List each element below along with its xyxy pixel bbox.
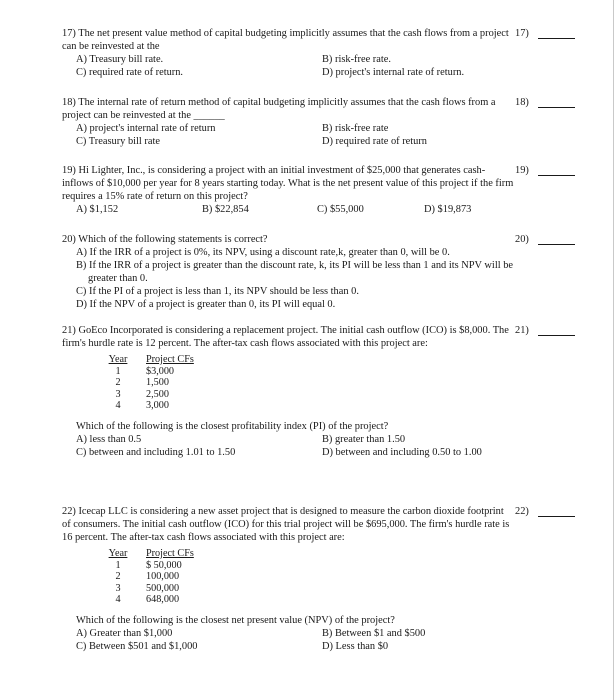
answer-number-22: 22) (515, 506, 529, 517)
year-cell: 2 (115, 571, 121, 583)
question-22-option-a[interactable]: A) Greater than $1,000 (76, 627, 173, 639)
question-17-option-c[interactable]: C) required rate of return. (76, 67, 184, 78)
table-header-row (92, 548, 194, 560)
question-19-option-c[interactable]: C) $55,000 (317, 204, 364, 215)
question-20-option-a[interactable]: A) If the IRR of a project is 0%, its NPV, using a discount rate,k, greater than 0, will be 0. (76, 247, 450, 258)
question-17-options-row-1 (62, 53, 514, 66)
answer-blank-22[interactable] (515, 505, 575, 518)
table-row (92, 583, 194, 595)
table-row (92, 366, 194, 378)
year-cell: 3 (115, 582, 121, 594)
table-row (92, 560, 194, 572)
answer-line-18[interactable] (538, 107, 575, 108)
question-22-option-b[interactable]: B) Between $1 and $500 (322, 627, 426, 639)
question-22-options-row-2 (62, 640, 514, 653)
answer-blank-18[interactable] (515, 96, 575, 109)
question-22-prompt: Which of the following is the closest net present value (NPV) of the project? (76, 614, 395, 626)
table-row (92, 571, 194, 583)
question-22 (62, 505, 514, 653)
question-22-option-d[interactable]: D) Less than $0 (322, 640, 389, 652)
question-20-text: 20) Which of the following statements is correct? (62, 234, 268, 245)
year-cell: 3 (115, 388, 121, 400)
question-20-option-d[interactable]: D) If the NPV of a project is greater than 0, its PI will equal 0. (76, 299, 336, 310)
answer-number-20: 20) (515, 234, 529, 245)
question-21-text: 21) GoEco Incorporated is considering a replacement project. The initial cash outflow (ICO) is $8,000. The firm's hurdle rate is 12 percent. The after-tax cash flows associated with this project are: (62, 325, 509, 349)
question-21-option-a[interactable]: A) less than 0.5 (76, 433, 142, 445)
table-row (92, 377, 194, 389)
question-17 (62, 27, 514, 79)
question-17-option-b[interactable]: B) risk-free rate. (322, 54, 391, 65)
question-20-option-b[interactable]: B) If the IRR of a project is greater than the discount rate, k, its PI will be less than 1 and its NPV will be greater than 0. (76, 260, 513, 284)
table-row (92, 594, 194, 606)
question-18-option-d[interactable]: D) required rate of return (322, 136, 428, 147)
question-18-option-a[interactable]: A) project's internal rate of return (76, 123, 216, 134)
question-19-option-a[interactable]: A) $1,152 (76, 204, 119, 215)
question-18 (62, 96, 514, 148)
question-20-options (62, 246, 514, 311)
question-21-options-row-1 (62, 433, 514, 446)
answer-number-18: 18) (515, 97, 529, 108)
question-21-options-row-2 (62, 446, 514, 459)
year-cell: 1 (115, 365, 121, 377)
question-17-option-d[interactable]: D) project's internal rate of return. (322, 67, 465, 78)
question-17-options-row-2 (62, 66, 514, 79)
column-header-year: Year (108, 354, 128, 365)
question-22-text: 22) Icecap LLC is considering a new asset project that is designed to measure the carbon dioxide footprint of consumers. The initial cash outflow (ICO) for this trial project will be $695,000. The firm's hurdle rate is 16 percent. The after-tax cash flows associated with this project are: (62, 506, 510, 543)
table-row (92, 400, 194, 412)
question-19-options-row (62, 203, 514, 216)
column-header-year: Year (108, 548, 128, 559)
question-18-option-c[interactable]: C) Treasury bill rate (76, 136, 160, 147)
cashflow-cell: 2,500 (146, 388, 169, 400)
answer-blank-19[interactable] (515, 164, 575, 177)
question-20-option-c[interactable]: C) If the PI of a project is less than 1, its NPV should be less than 0. (76, 286, 359, 297)
year-cell: 4 (115, 400, 121, 412)
question-17-text: 17) The net present value method of capital budgeting implicitly assumes that the cash flows from a project can be reinvested at the (62, 28, 509, 52)
cashflow-cell: 648,000 (146, 594, 180, 606)
answer-blank-20[interactable] (515, 233, 575, 246)
answer-line-17[interactable] (538, 38, 575, 39)
question-22-option-c[interactable]: C) Between $501 and $1,000 (76, 640, 198, 652)
table-header-row (92, 354, 194, 366)
column-header-project-cfs: Project CFs (146, 548, 194, 559)
question-19 (62, 164, 514, 216)
year-cell: 4 (115, 594, 121, 606)
question-19-text: 19) Hi Lighter, Inc., is considering a project with an initial investment of $25,000 that generates cash-inflows of $10,000 per year for 8 years starting today. What is the net present value of this project if the firm requires a 15% rate of return on this project? (62, 165, 514, 202)
cashflow-cell: 3,000 (146, 400, 169, 412)
question-21-option-b[interactable]: B) greater than 1.50 (322, 433, 406, 445)
answer-line-19[interactable] (538, 175, 575, 176)
question-19-option-d[interactable]: D) $19,873 (424, 204, 472, 215)
question-19-option-b[interactable]: B) $22,854 (202, 204, 249, 215)
answer-number-17: 17) (515, 28, 529, 39)
question-18-text: 18) The internal rate of return method of capital budgeting implicitly assumes that the cash flows from a project can be reinvested at the ______ (62, 97, 496, 121)
answer-number-19: 19) (515, 165, 529, 176)
question-18-options-row-1 (62, 122, 514, 135)
question-21-cashflow-table (92, 354, 194, 412)
answer-line-21[interactable] (538, 335, 575, 336)
answer-number-21: 21) (515, 325, 529, 336)
question-18-option-b[interactable]: B) risk-free rate (322, 123, 389, 134)
answer-blank-17[interactable] (515, 27, 575, 40)
question-22-cashflow-table (92, 548, 194, 606)
answer-blank-21[interactable] (515, 324, 575, 337)
year-cell: 1 (115, 559, 121, 571)
question-21-option-d[interactable]: D) between and including 0.50 to 1.00 (322, 446, 482, 458)
question-21 (62, 324, 514, 459)
question-21-option-c[interactable]: C) between and including 1.01 to 1.50 (76, 446, 236, 458)
question-21-prompt: Which of the following is the closest profitability index (PI) of the project? (76, 420, 389, 432)
column-header-project-cfs: Project CFs (146, 354, 194, 365)
question-17-option-a[interactable]: A) Treasury bill rate. (76, 54, 164, 65)
year-cell: 2 (115, 377, 121, 389)
cashflow-cell: 1,500 (146, 377, 169, 389)
cashflow-cell: 100,000 (146, 571, 180, 583)
question-22-options-row-1 (62, 627, 514, 640)
question-20 (62, 233, 514, 311)
question-18-options-row-2 (62, 135, 514, 148)
answer-line-22[interactable] (538, 516, 575, 517)
answer-line-20[interactable] (538, 244, 575, 245)
table-row (92, 389, 194, 401)
cashflow-cell: $ 50,000 (146, 559, 182, 571)
cashflow-cell: $3,000 (146, 365, 175, 377)
cashflow-cell: 500,000 (146, 582, 180, 594)
